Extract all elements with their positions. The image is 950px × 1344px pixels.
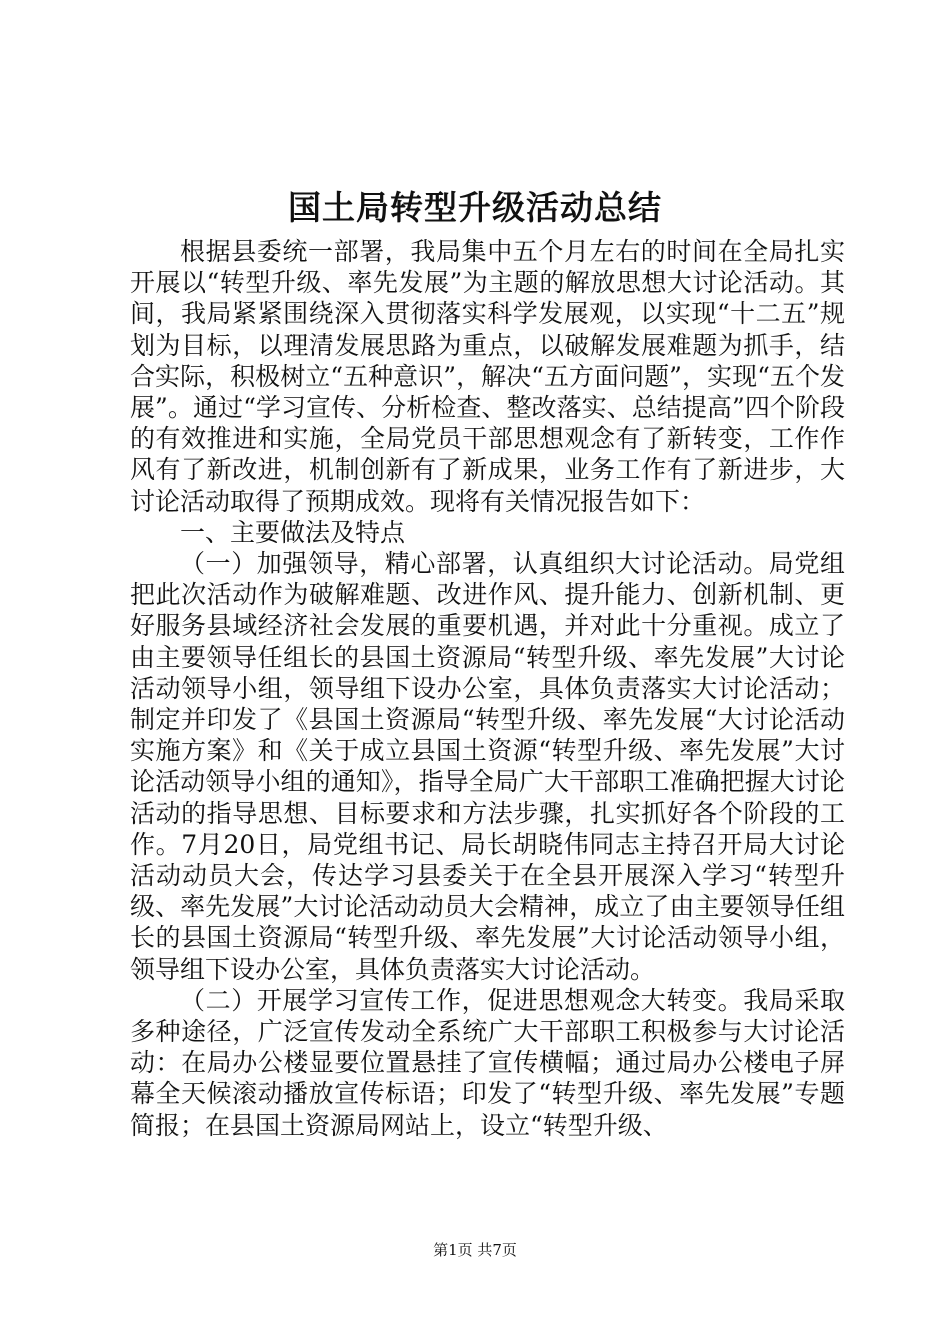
page-footer: 第1页 共7页 <box>433 1241 517 1259</box>
paragraph-publicity: （二）开展学习宣传工作，促进思想观念大转变。我局采取多种途径，广泛宣传发动全系统广大干部职工积极参与大讨论活动：在局办公楼显要位置悬挂了宣传横幅；通过局办公楼电子屏幕全天候滚动播放宣传标语；印发了“转型升级、率先发展”专题简报；在县国土资源局网站上，设立“转型升级、 <box>130 985 845 1140</box>
document-body <box>130 236 845 1141</box>
document-title: 国土局转型升级活动总结 <box>288 188 662 227</box>
paragraph-intro: 根据县委统一部署，我局集中五个月左右的时间在全局扎实开展以“转型升级、率先发展”为主题的解放思想大讨论活动。其间，我局紧紧围绕深入贯彻落实科学发展观，以实现“十二五”规划为目标，以理清发展思路为重点，以破解发展难题为抓手，结合实际，积极树立“五种意识”，解决“五方面问题”，实现“五个发展”。通过“学习宣传、分析检查、整改落实、总结提高”四个阶段的有效推进和实施，全局党员干部思想观念有了新转变，工作作风有了新改进，机制创新有了新成果，业务工作有了新进步，大讨论活动取得了预期成效。现将有关情况报告如下： <box>130 237 845 516</box>
section-heading-main-practices: 一、主要做法及特点 <box>180 517 406 547</box>
paragraph-leadership: （一）加强领导，精心部署，认真组织大讨论活动。局党组把此次活动作为破解难题、改进作风、提升能力、创新机制、更好服务县域经济社会发展的重要机遇，并对此十分重视。成立了由主要领导任组长的县国土资源局“转型升级、率先发展”大讨论活动领导小组，领导组下设办公室，具体负责落实大讨论活动；制定并印发了《县国土资源局“转型升级、率先发展“大讨论活动实施方案》和《关于成立县国土资源“转型升级、率先发展”大讨论活动领导小组的通知》，指导全局广大干部职工准确把握大讨论活动的指导思想、目标要求和方法步骤，扎实抓好各个阶段的工作。7月20日，局党组书记、局长胡晓伟同志主持召开局大讨论活动动员大会，传达学习县委关于在全县开展深入学习“转型升级、率先发展”大讨论活动动员大会精神，成立了由主要领导任组长的县国土资源局“转型升级、率先发展”大讨论活动领导小组，领导组下设办公室，具体负责落实大讨论活动。 <box>130 549 845 984</box>
